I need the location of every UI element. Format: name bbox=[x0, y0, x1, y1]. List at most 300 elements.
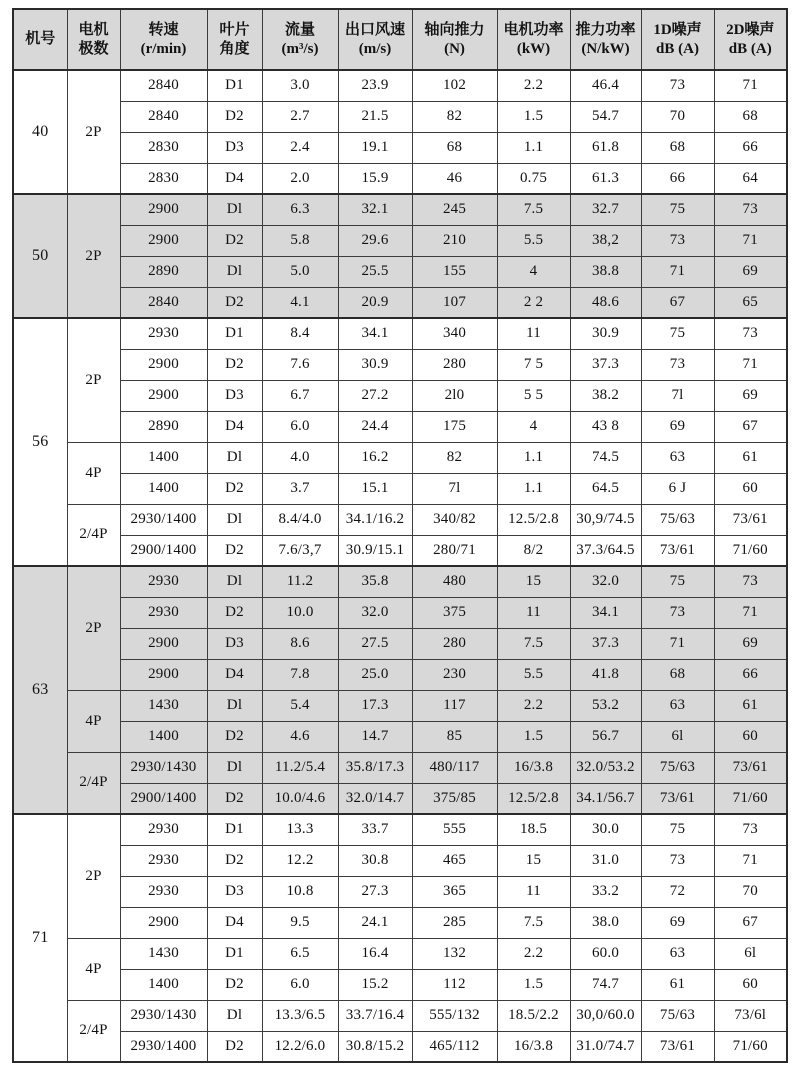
data-cell: 46.4 bbox=[570, 70, 641, 101]
data-cell: D2 bbox=[207, 597, 262, 628]
data-cell: 2890 bbox=[120, 256, 207, 287]
column-header-line1: 转速 bbox=[148, 21, 179, 38]
table-row bbox=[13, 256, 787, 287]
data-cell: 75/63 bbox=[641, 504, 714, 535]
data-cell: D2 bbox=[207, 845, 262, 876]
data-cell: 73/61 bbox=[714, 504, 787, 535]
table-row bbox=[13, 752, 787, 783]
data-cell: 16/3.8 bbox=[497, 1031, 570, 1062]
data-cell: 465 bbox=[412, 845, 497, 876]
data-cell: 71/60 bbox=[714, 1031, 787, 1062]
data-cell: 34.1 bbox=[570, 597, 641, 628]
data-cell: 27.5 bbox=[338, 628, 412, 659]
data-cell: 4 bbox=[497, 256, 570, 287]
data-cell: 13.3 bbox=[262, 814, 338, 845]
data-cell: 64.5 bbox=[570, 473, 641, 504]
data-cell: 15 bbox=[497, 845, 570, 876]
data-cell: 41.8 bbox=[570, 659, 641, 690]
data-cell: 280/71 bbox=[412, 535, 497, 566]
data-cell: 1.1 bbox=[497, 442, 570, 473]
data-cell: 69 bbox=[641, 411, 714, 442]
column-header-line2: dB (A) bbox=[656, 40, 699, 57]
column-header-line1: 机号 bbox=[25, 31, 56, 48]
data-cell: 60.0 bbox=[570, 938, 641, 969]
data-cell: 13.3/6.5 bbox=[262, 1000, 338, 1031]
data-cell: 38.0 bbox=[570, 907, 641, 938]
data-cell: 365 bbox=[412, 876, 497, 907]
column-header bbox=[714, 9, 787, 70]
data-cell: 18.5/2.2 bbox=[497, 1000, 570, 1031]
poles-cell: 2/4P bbox=[67, 752, 120, 814]
data-cell: 7.6/3,7 bbox=[262, 535, 338, 566]
data-cell: 6l bbox=[714, 938, 787, 969]
data-cell: 1400 bbox=[120, 969, 207, 1000]
data-cell: 73 bbox=[641, 225, 714, 256]
data-cell: 46 bbox=[412, 163, 497, 194]
data-cell: 61 bbox=[714, 442, 787, 473]
data-cell: 32.0 bbox=[570, 566, 641, 597]
data-cell: 54.7 bbox=[570, 101, 641, 132]
poles-cell: 4P bbox=[67, 690, 120, 752]
data-cell: 66 bbox=[714, 132, 787, 163]
data-cell: 2930/1400 bbox=[120, 504, 207, 535]
data-cell: D3 bbox=[207, 876, 262, 907]
data-cell: 2930 bbox=[120, 876, 207, 907]
data-cell: D1 bbox=[207, 70, 262, 101]
data-cell: Dl bbox=[207, 752, 262, 783]
data-cell: 9.5 bbox=[262, 907, 338, 938]
data-cell: 69 bbox=[641, 907, 714, 938]
data-cell: 73 bbox=[641, 70, 714, 101]
data-cell: 14.7 bbox=[338, 721, 412, 752]
data-cell: 38.8 bbox=[570, 256, 641, 287]
data-cell: 75/63 bbox=[641, 752, 714, 783]
table-row bbox=[13, 473, 787, 504]
column-header bbox=[120, 9, 207, 70]
data-cell: 10.8 bbox=[262, 876, 338, 907]
data-cell: 75 bbox=[641, 194, 714, 225]
data-cell: 175 bbox=[412, 411, 497, 442]
data-cell: 71 bbox=[714, 845, 787, 876]
data-cell: 1.1 bbox=[497, 132, 570, 163]
column-header-line2: (r/min) bbox=[140, 40, 187, 57]
column-header bbox=[262, 9, 338, 70]
data-cell: 16/3.8 bbox=[497, 752, 570, 783]
data-cell: 8.6 bbox=[262, 628, 338, 659]
data-cell: 70 bbox=[714, 876, 787, 907]
data-cell: 73 bbox=[714, 566, 787, 597]
data-cell: 2900 bbox=[120, 194, 207, 225]
column-header-line1: 流量 bbox=[284, 21, 315, 38]
data-cell: 85 bbox=[412, 721, 497, 752]
data-cell: 38,2 bbox=[570, 225, 641, 256]
data-cell: 285 bbox=[412, 907, 497, 938]
data-cell: 69 bbox=[714, 628, 787, 659]
machine-number-cell: 63 bbox=[13, 566, 67, 814]
data-cell: 11 bbox=[497, 876, 570, 907]
data-cell: 465/112 bbox=[412, 1031, 497, 1062]
data-cell: 8.4/4.0 bbox=[262, 504, 338, 535]
data-cell: 480 bbox=[412, 566, 497, 597]
data-cell: 73/61 bbox=[641, 1031, 714, 1062]
data-cell: D2 bbox=[207, 535, 262, 566]
data-cell: 2930/1430 bbox=[120, 752, 207, 783]
data-cell: 30,0/60.0 bbox=[570, 1000, 641, 1031]
data-cell: 340/82 bbox=[412, 504, 497, 535]
data-cell: D2 bbox=[207, 783, 262, 814]
data-cell: 6.5 bbox=[262, 938, 338, 969]
data-cell: 15 bbox=[497, 566, 570, 597]
data-cell: 5.8 bbox=[262, 225, 338, 256]
data-cell: 2900/1400 bbox=[120, 535, 207, 566]
data-cell: 73 bbox=[714, 194, 787, 225]
data-cell: 38.2 bbox=[570, 380, 641, 411]
data-cell: 66 bbox=[641, 163, 714, 194]
data-cell: 2930/1400 bbox=[120, 1031, 207, 1062]
data-cell: 5.5 bbox=[497, 659, 570, 690]
column-header-line1: 1D噪声 bbox=[653, 21, 702, 38]
machine-number-cell: 50 bbox=[13, 194, 67, 318]
data-cell: D3 bbox=[207, 380, 262, 411]
data-cell: 2l0 bbox=[412, 380, 497, 411]
table-row bbox=[13, 907, 787, 938]
data-cell: 25.5 bbox=[338, 256, 412, 287]
data-cell: 132 bbox=[412, 938, 497, 969]
data-cell: D3 bbox=[207, 132, 262, 163]
data-cell: 2.2 bbox=[497, 938, 570, 969]
data-cell: 11 bbox=[497, 597, 570, 628]
data-cell: 480/117 bbox=[412, 752, 497, 783]
poles-cell: 2P bbox=[67, 194, 120, 318]
data-cell: 340 bbox=[412, 318, 497, 349]
data-cell: 280 bbox=[412, 628, 497, 659]
data-cell: 12.5/2.8 bbox=[497, 783, 570, 814]
data-cell: 34.1 bbox=[338, 318, 412, 349]
data-cell: 75/63 bbox=[641, 1000, 714, 1031]
poles-cell: 4P bbox=[67, 442, 120, 504]
table-row bbox=[13, 845, 787, 876]
data-cell: 30.0 bbox=[570, 814, 641, 845]
data-cell: 73/61 bbox=[641, 535, 714, 566]
data-cell: 34.1/56.7 bbox=[570, 783, 641, 814]
table-row bbox=[13, 349, 787, 380]
data-cell: 3.0 bbox=[262, 70, 338, 101]
column-header bbox=[641, 9, 714, 70]
table-row bbox=[13, 721, 787, 752]
table-row bbox=[13, 938, 787, 969]
data-cell: 31.0 bbox=[570, 845, 641, 876]
machine-number-cell: 71 bbox=[13, 814, 67, 1062]
data-cell: 73 bbox=[641, 845, 714, 876]
table-row bbox=[13, 628, 787, 659]
data-cell: 6.7 bbox=[262, 380, 338, 411]
data-cell: 5.4 bbox=[262, 690, 338, 721]
column-header-line1: 轴向推力 bbox=[424, 21, 485, 38]
data-cell: Dl bbox=[207, 256, 262, 287]
data-cell: 23.9 bbox=[338, 70, 412, 101]
data-cell: 2900/1400 bbox=[120, 783, 207, 814]
data-cell: 30.9 bbox=[570, 318, 641, 349]
data-cell: D4 bbox=[207, 659, 262, 690]
table-row bbox=[13, 566, 787, 597]
data-cell: D4 bbox=[207, 163, 262, 194]
data-cell: 37.3 bbox=[570, 628, 641, 659]
column-header bbox=[207, 9, 262, 70]
table-row bbox=[13, 318, 787, 349]
column-header-line1: 叶片 bbox=[219, 21, 250, 38]
poles-cell: 4P bbox=[67, 938, 120, 1000]
data-cell: 74.5 bbox=[570, 442, 641, 473]
data-cell: 37.3 bbox=[570, 349, 641, 380]
data-cell: 2900 bbox=[120, 628, 207, 659]
data-cell: D2 bbox=[207, 473, 262, 504]
data-cell: 2840 bbox=[120, 287, 207, 318]
data-cell: 2 2 bbox=[497, 287, 570, 318]
fan-spec-table bbox=[12, 8, 788, 1063]
table-row bbox=[13, 504, 787, 535]
data-cell: 30,9/74.5 bbox=[570, 504, 641, 535]
poles-cell: 2/4P bbox=[67, 504, 120, 566]
poles-cell: 2P bbox=[67, 814, 120, 938]
data-cell: Dl bbox=[207, 194, 262, 225]
data-cell: 2900 bbox=[120, 349, 207, 380]
data-cell: 72 bbox=[641, 876, 714, 907]
column-header-line2: (kW) bbox=[516, 40, 551, 57]
table-row bbox=[13, 163, 787, 194]
data-cell: 33.7/16.4 bbox=[338, 1000, 412, 1031]
data-cell: D3 bbox=[207, 628, 262, 659]
data-cell: 68 bbox=[714, 101, 787, 132]
data-cell: 1.5 bbox=[497, 101, 570, 132]
data-cell: D2 bbox=[207, 287, 262, 318]
data-cell: 33.2 bbox=[570, 876, 641, 907]
data-cell: 8/2 bbox=[497, 535, 570, 566]
data-cell: 71 bbox=[714, 349, 787, 380]
table-row bbox=[13, 132, 787, 163]
column-header-line1: 电机 bbox=[78, 21, 109, 38]
data-cell: 11.2/5.4 bbox=[262, 752, 338, 783]
data-cell: 2900 bbox=[120, 225, 207, 256]
table-body bbox=[13, 70, 787, 1062]
data-cell: 56.7 bbox=[570, 721, 641, 752]
data-cell: 11.2 bbox=[262, 566, 338, 597]
data-cell: 31.0/74.7 bbox=[570, 1031, 641, 1062]
data-cell: 24.4 bbox=[338, 411, 412, 442]
data-cell: 1430 bbox=[120, 938, 207, 969]
data-cell: 2930 bbox=[120, 318, 207, 349]
data-cell: 11 bbox=[497, 318, 570, 349]
data-cell: 16.4 bbox=[338, 938, 412, 969]
data-cell: D2 bbox=[207, 101, 262, 132]
data-cell: 2840 bbox=[120, 101, 207, 132]
data-cell: 5.5 bbox=[497, 225, 570, 256]
data-cell: 245 bbox=[412, 194, 497, 225]
data-cell: 69 bbox=[714, 380, 787, 411]
data-cell: 5.0 bbox=[262, 256, 338, 287]
data-cell: 2830 bbox=[120, 132, 207, 163]
data-cell: 60 bbox=[714, 969, 787, 1000]
data-cell: 2930 bbox=[120, 845, 207, 876]
table-row bbox=[13, 101, 787, 132]
data-cell: 27.2 bbox=[338, 380, 412, 411]
data-cell: 1400 bbox=[120, 442, 207, 473]
data-cell: 32.0/14.7 bbox=[338, 783, 412, 814]
data-cell: 37.3/64.5 bbox=[570, 535, 641, 566]
column-header bbox=[497, 9, 570, 70]
data-cell: Dl bbox=[207, 690, 262, 721]
table-row bbox=[13, 287, 787, 318]
data-cell: 2890 bbox=[120, 411, 207, 442]
data-cell: 60 bbox=[714, 721, 787, 752]
column-header-line1: 2D噪声 bbox=[726, 21, 775, 38]
data-cell: 30.9/15.1 bbox=[338, 535, 412, 566]
data-cell: 3.7 bbox=[262, 473, 338, 504]
table-row bbox=[13, 814, 787, 845]
data-cell: 2.4 bbox=[262, 132, 338, 163]
column-header bbox=[67, 9, 120, 70]
column-header bbox=[412, 9, 497, 70]
data-cell: 15.2 bbox=[338, 969, 412, 1000]
data-cell: 71 bbox=[714, 597, 787, 628]
table-row bbox=[13, 411, 787, 442]
data-cell: 6.3 bbox=[262, 194, 338, 225]
data-cell: 73/6l bbox=[714, 1000, 787, 1031]
poles-cell: 2P bbox=[67, 70, 120, 194]
data-cell: 2830 bbox=[120, 163, 207, 194]
data-cell: 2930 bbox=[120, 814, 207, 845]
data-cell: 17.3 bbox=[338, 690, 412, 721]
data-cell: 2930 bbox=[120, 566, 207, 597]
data-cell: 1.1 bbox=[497, 473, 570, 504]
data-cell: D4 bbox=[207, 907, 262, 938]
poles-cell: 2/4P bbox=[67, 1000, 120, 1062]
data-cell: 15.1 bbox=[338, 473, 412, 504]
data-cell: Dl bbox=[207, 504, 262, 535]
data-cell: Dl bbox=[207, 566, 262, 597]
data-cell: 12.2 bbox=[262, 845, 338, 876]
data-cell: 21.5 bbox=[338, 101, 412, 132]
data-cell: 7.5 bbox=[497, 194, 570, 225]
data-cell: 82 bbox=[412, 442, 497, 473]
data-cell: 4.1 bbox=[262, 287, 338, 318]
data-cell: 71 bbox=[641, 628, 714, 659]
data-cell: 230 bbox=[412, 659, 497, 690]
data-cell: D1 bbox=[207, 938, 262, 969]
data-cell: 555/132 bbox=[412, 1000, 497, 1031]
data-cell: 27.3 bbox=[338, 876, 412, 907]
data-cell: 19.1 bbox=[338, 132, 412, 163]
data-cell: 71/60 bbox=[714, 783, 787, 814]
data-cell: 61.3 bbox=[570, 163, 641, 194]
data-cell: 0.75 bbox=[497, 163, 570, 194]
data-cell: 32.7 bbox=[570, 194, 641, 225]
data-cell: 63 bbox=[641, 442, 714, 473]
data-cell: 35.8 bbox=[338, 566, 412, 597]
data-cell: 63 bbox=[641, 938, 714, 969]
column-header bbox=[570, 9, 641, 70]
poles-cell: 2P bbox=[67, 566, 120, 690]
data-cell: 73/61 bbox=[641, 783, 714, 814]
data-cell: 5 5 bbox=[497, 380, 570, 411]
table-header bbox=[13, 9, 787, 70]
machine-number-cell: 56 bbox=[13, 318, 67, 566]
data-cell: 74.7 bbox=[570, 969, 641, 1000]
column-header-line1: 电机功率 bbox=[503, 21, 564, 38]
data-cell: 2930 bbox=[120, 597, 207, 628]
data-cell: 61 bbox=[714, 690, 787, 721]
data-cell: 68 bbox=[641, 132, 714, 163]
data-cell: 6.0 bbox=[262, 969, 338, 1000]
data-cell: 6l bbox=[641, 721, 714, 752]
table-row bbox=[13, 783, 787, 814]
data-cell: 32.0/53.2 bbox=[570, 752, 641, 783]
table-row bbox=[13, 225, 787, 256]
data-cell: 7.8 bbox=[262, 659, 338, 690]
data-cell: 6 J bbox=[641, 473, 714, 504]
data-cell: 1.5 bbox=[497, 721, 570, 752]
column-header-line2: (m/s) bbox=[358, 40, 392, 57]
data-cell: 25.0 bbox=[338, 659, 412, 690]
data-cell: 34.1/16.2 bbox=[338, 504, 412, 535]
data-cell: 7 5 bbox=[497, 349, 570, 380]
data-cell: 4.0 bbox=[262, 442, 338, 473]
data-cell: 2.2 bbox=[497, 690, 570, 721]
data-cell: 71 bbox=[641, 256, 714, 287]
data-cell: 60 bbox=[714, 473, 787, 504]
data-cell: 102 bbox=[412, 70, 497, 101]
column-header-line2: dB (A) bbox=[728, 40, 772, 57]
column-header-line1: 出口风速 bbox=[344, 21, 405, 38]
poles-cell: 2P bbox=[67, 318, 120, 442]
data-cell: 68 bbox=[412, 132, 497, 163]
data-cell: 7.5 bbox=[497, 628, 570, 659]
data-cell: 10.0 bbox=[262, 597, 338, 628]
data-cell: 32.1 bbox=[338, 194, 412, 225]
data-cell: Dl bbox=[207, 442, 262, 473]
data-cell: 32.0 bbox=[338, 597, 412, 628]
data-cell: 73 bbox=[641, 597, 714, 628]
table-row bbox=[13, 535, 787, 566]
data-cell: D1 bbox=[207, 318, 262, 349]
data-cell: 24.1 bbox=[338, 907, 412, 938]
data-cell: 8.4 bbox=[262, 318, 338, 349]
data-cell: 64 bbox=[714, 163, 787, 194]
data-cell: Dl bbox=[207, 1000, 262, 1031]
data-cell: 61.8 bbox=[570, 132, 641, 163]
data-cell: 75 bbox=[641, 814, 714, 845]
data-cell: 15.9 bbox=[338, 163, 412, 194]
table-row bbox=[13, 380, 787, 411]
data-cell: 18.5 bbox=[497, 814, 570, 845]
data-cell: 4 bbox=[497, 411, 570, 442]
data-cell: D4 bbox=[207, 411, 262, 442]
column-header bbox=[338, 9, 412, 70]
data-cell: 117 bbox=[412, 690, 497, 721]
data-cell: 2840 bbox=[120, 70, 207, 101]
machine-number-cell: 40 bbox=[13, 70, 67, 194]
data-cell: 10.0/4.6 bbox=[262, 783, 338, 814]
table-row bbox=[13, 194, 787, 225]
data-cell: 35.8/17.3 bbox=[338, 752, 412, 783]
data-cell: 155 bbox=[412, 256, 497, 287]
data-cell: 73 bbox=[641, 349, 714, 380]
data-cell: 2.2 bbox=[497, 70, 570, 101]
data-cell: 7l bbox=[641, 380, 714, 411]
data-cell: 71 bbox=[714, 225, 787, 256]
table-row bbox=[13, 70, 787, 101]
data-cell: 12.2/6.0 bbox=[262, 1031, 338, 1062]
table-row bbox=[13, 1031, 787, 1062]
